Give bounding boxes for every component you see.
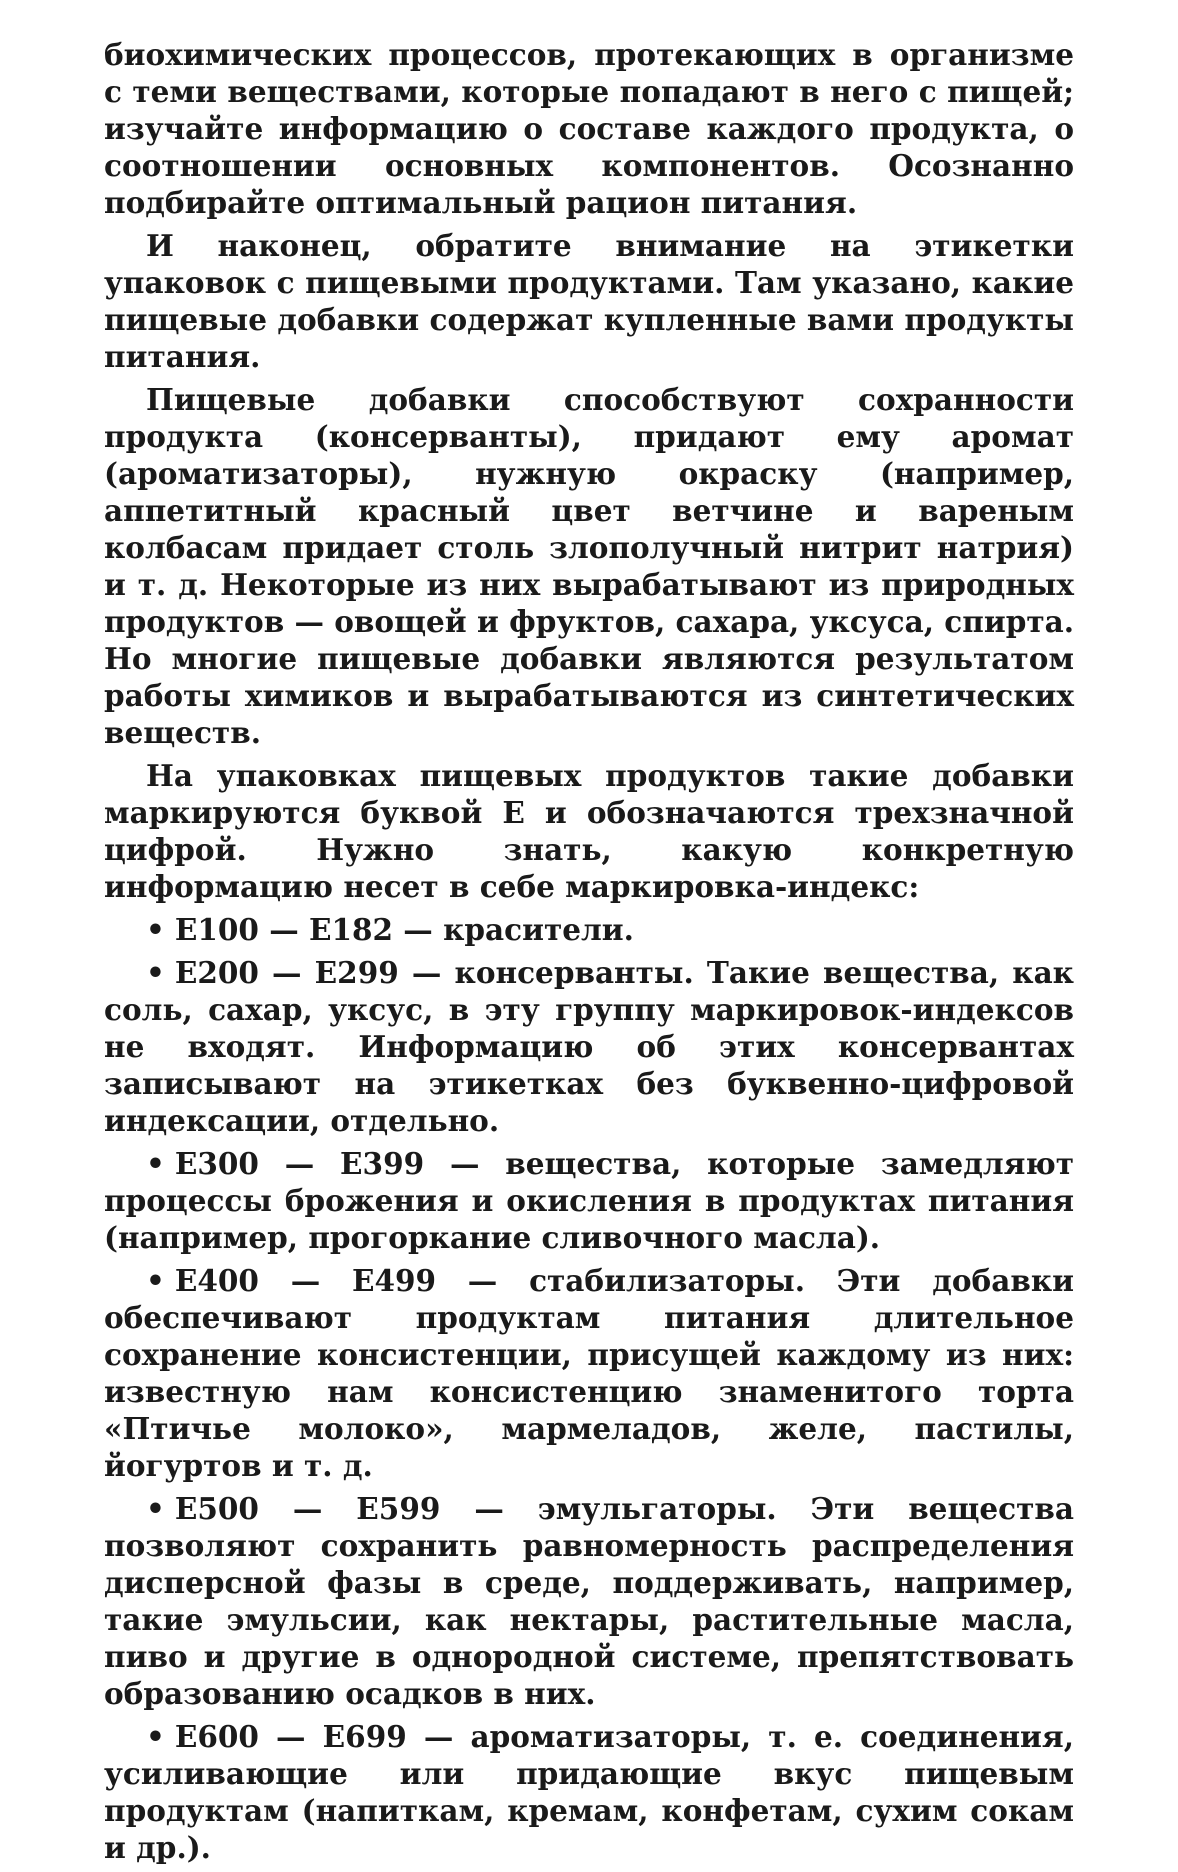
- list-item-text: Е200 — Е299 — консерванты. Такие вещества, как соль, сахар, уксус, в эту группу маркировок-индексов не входят. Информацию об этих консервантах записывают на этикетках без буквенно-цифровой индексации, отдельно.: [104, 955, 1074, 1138]
- bullet-icon: •: [146, 955, 165, 990]
- list-item: [104, 1262, 1074, 1484]
- bullet-icon: •: [146, 1719, 165, 1754]
- list-item: [104, 954, 1074, 1139]
- list-item: [104, 1490, 1074, 1712]
- bullet-icon: •: [146, 1146, 165, 1181]
- bullet-icon: •: [146, 1491, 165, 1526]
- paragraph-e-marking: На упаковках пищевых продуктов такие добавки маркируются буквой Е и обозначаются трехзначной цифрой. Нужно знать, какую конкретную информацию несет в себе маркировка-индекс:: [104, 758, 1074, 904]
- list-item-text: Е600 — Е699 — ароматизаторы, т. е. соединения, усиливающие или придающие вкус пищевым продуктам (напиткам, кремам, конфетам, сухим сокам и др.).: [104, 1719, 1074, 1865]
- document-page: [104, 36, 1074, 1872]
- bullet-icon: •: [146, 912, 165, 947]
- list-item: [104, 1718, 1074, 1866]
- list-item-text: Е300 — Е399 — вещества, которые замедляют процессы брожения и окисления в продуктах питания (например, прогоркание сливочного масла).: [104, 1146, 1074, 1255]
- paragraph-continuation: биохимических процессов, протекающих в организме с теми веществами, которые попадают в него с пищей; изучайте информацию о составе каждого продукта, о соотношении основных компонентов. Осознанно подбирайте оптимальный рацион питания.: [104, 37, 1074, 220]
- list-item-text: Е500 — Е599 — эмульгаторы. Эти вещества позволяют сохранить равномерность распределения дисперсной фазы в среде, поддерживать, например, такие эмульсии, как нектары, растительные масла, пиво и другие в однородной системе, препятствовать образованию осадков в них.: [104, 1491, 1074, 1711]
- bullet-icon: •: [146, 1263, 165, 1298]
- list-item-text: Е400 — Е499 — стабилизаторы. Эти добавки обеспечивают продуктам питания длительное сохранение консистенции, присущей каждому из них: известную нам консистенцию знаменитого торта «Птичье молоко», мармеладов, желе, пастилы, йогуртов и т. д.: [104, 1263, 1074, 1483]
- paragraph-additives: Пищевые добавки способствуют сохранности продукта (консерванты), придают ему аромат (ароматизаторы), нужную окраску (например, аппетитный красный цвет ветчине и вареным колбасам придает столь злополучный нитрит натрия) и т. д. Некоторые из них вырабатывают из природных продуктов — овощей и фруктов, сахара, уксуса, спирта. Но многие пищевые добавки являются результатом работы химиков и вырабатываются из синтетических веществ.: [104, 382, 1074, 750]
- list-item: [104, 1145, 1074, 1256]
- list-item: [104, 911, 1074, 948]
- paragraph-labels: И наконец, обратите внимание на этикетки упаковок с пищевыми продуктами. Там указано, какие пищевые добавки содержат купленные вами продукты питания.: [104, 228, 1074, 374]
- list-item-text: Е100 — Е182 — красители.: [174, 912, 634, 947]
